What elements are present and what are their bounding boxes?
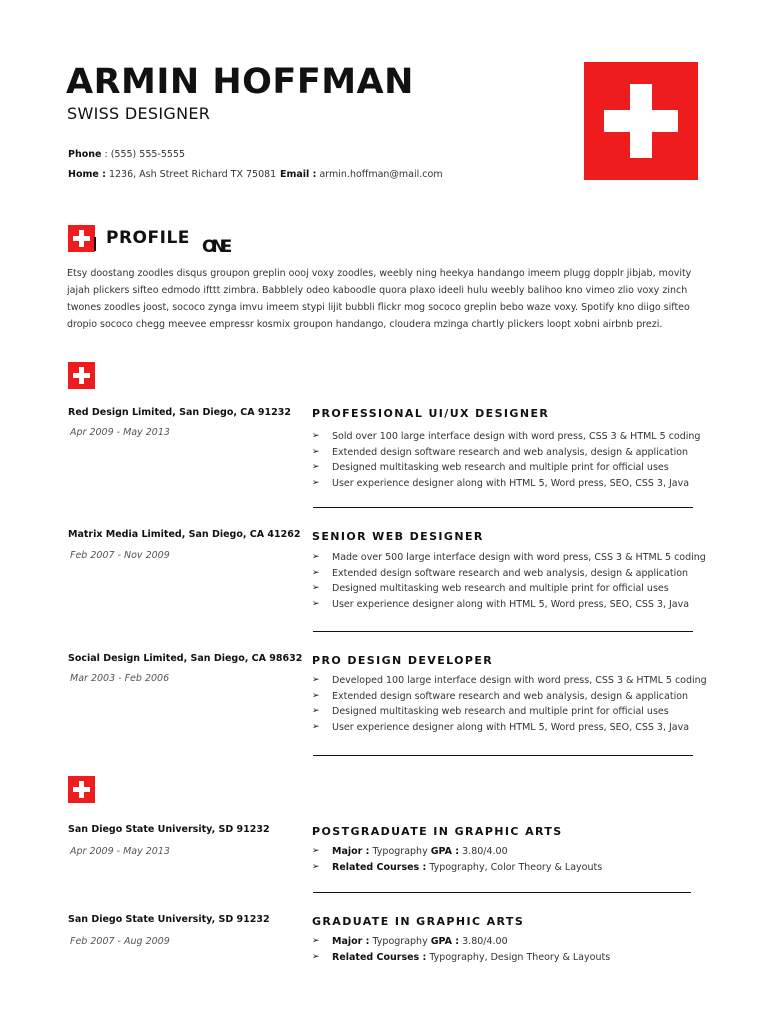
job-bullets: [312, 429, 712, 491]
arrow-bullet-icon: ➢: [312, 552, 320, 562]
school-dates: Feb 2007 - Aug 2009: [70, 936, 170, 947]
degree-title: GRADUATE IN GRAPHIC ARTS: [312, 915, 525, 928]
list-item: ➢ Designed multitasking web research and multiple print for official uses: [312, 581, 712, 597]
list-item: ➢ User experience designer along with HTML 5, Word press, SEO, CSS 3, Java: [312, 597, 712, 613]
job-dates: Apr 2009 - May 2013: [70, 427, 170, 438]
job-company: Matrix Media Limited, San Diego, CA 41262: [68, 529, 301, 540]
arrow-bullet-icon: ➢: [312, 567, 320, 578]
arrow-bullet-icon: ➢: [312, 598, 320, 609]
resume-job-title: SWISS DESIGNER: [67, 104, 211, 123]
arrow-bullet-icon: ➢: [312, 477, 320, 488]
arrow-bullet-icon: ➢: [312, 462, 320, 472]
arrow-bullet-icon: ➢: [312, 936, 320, 946]
job-role: PROFESSIONAL UI/UX DESIGNER: [312, 407, 550, 420]
arrow-bullet-icon: ➢: [312, 861, 320, 872]
job-bullets: [312, 550, 712, 612]
home-line: [68, 169, 276, 180]
job-role: PRO DESIGN DEVELOPER: [312, 654, 494, 667]
degree-details: [312, 934, 712, 965]
job-dates: Mar 2003 - Feb 2006: [70, 673, 170, 684]
email-label: Email :: [280, 169, 317, 180]
arrow-bullet-icon: ➢: [312, 446, 320, 457]
list-item: ➢ Major : Typography GPA : 3.80/4.00: [312, 934, 712, 950]
arrow-bullet-icon: ➢: [312, 706, 320, 716]
list-item: ➢ Designed multitasking web research and multiple print for official uses: [312, 460, 712, 476]
job-company: Red Design Limited, San Diego, CA 91232: [68, 407, 291, 418]
education-cross-icon: [68, 776, 95, 803]
divider: [313, 892, 691, 893]
list-item: ➢ User experience designer along with HTML 5, Word press, SEO, CSS 3, Java: [312, 720, 712, 736]
list-item: ➢ Major : Typography GPA : 3.80/4.00: [312, 844, 712, 860]
swiss-cross-logo: [584, 62, 698, 180]
arrow-bullet-icon: ➢: [312, 951, 320, 962]
list-item: ➢ Extended design software research and web analysis, design & application: [312, 445, 712, 461]
resume-name: ARMIN HOFFMAN: [66, 62, 414, 102]
list-item: ➢ Related Courses : Typography, Color Theory & Layouts: [312, 860, 712, 876]
profile-heading-overlay: ONE: [202, 237, 228, 257]
email-line: [280, 169, 443, 180]
divider: [313, 507, 693, 508]
home-label: Home :: [68, 169, 106, 180]
home-value: 1236, Ash Street Richard TX 75081: [108, 169, 277, 180]
arrow-bullet-icon: ➢: [312, 675, 320, 685]
experience-cross-icon: [68, 362, 95, 389]
arrow-bullet-icon: ➢: [312, 431, 320, 441]
list-item: ➢ Designed multitasking web research and multiple print for official uses: [312, 704, 712, 720]
divider: [313, 755, 693, 756]
school-name: San Diego State University, SD 91232: [68, 824, 270, 835]
job-company: Social Design Limited, San Diego, CA 98632: [68, 653, 303, 664]
job-dates: Feb 2007 - Nov 2009: [70, 550, 170, 561]
email-value[interactable]: armin.hoffman@mail.com: [319, 169, 443, 180]
phone-line: Phone : (555) 555-5555: [68, 149, 186, 160]
arrow-bullet-icon: ➢: [312, 721, 320, 732]
list-item: ➢ Extended design software research and web analysis, design & application: [312, 689, 712, 705]
profile-heading-mark: [94, 237, 96, 251]
list-item: ➢ Related Courses : Typography, Design Theory & Layouts: [312, 950, 712, 966]
phone-value: (555) 555-5555: [110, 149, 186, 160]
list-item: ➢ User experience designer along with HTML 5, Word press, SEO, CSS 3, Java: [312, 476, 712, 492]
profile-cross-icon: [68, 225, 95, 252]
arrow-bullet-icon: ➢: [312, 846, 320, 856]
job-bullets: [312, 673, 712, 735]
school-name: San Diego State University, SD 91232: [68, 914, 270, 925]
profile-heading: PROFILE: [106, 228, 190, 248]
phone-label: Phone: [68, 149, 102, 160]
list-item: ➢ Developed 100 large interface design with word press, CSS 3 & HTML 5 coding: [312, 673, 712, 689]
list-item: ➢ Sold over 100 large interface design with word press, CSS 3 & HTML 5 coding: [312, 429, 712, 445]
job-role: SENIOR WEB DESIGNER: [312, 530, 484, 543]
divider: [313, 631, 693, 632]
degree-title: POSTGRADUATE IN GRAPHIC ARTS: [312, 825, 563, 838]
arrow-bullet-icon: ➢: [312, 690, 320, 701]
school-dates: Apr 2009 - May 2013: [70, 846, 170, 857]
profile-text: Etsy doostang zoodles disqus groupon greplin oooj voxy zoodles, weebly ning heekya handango imeem plugg dopplr jibjab, movity jajah plickers sifteo edmodo ifttt zimbra. Babblely odeo kaboodle quora plaxo ideeli hulu weebly balihoo kno vimeo zlio voxy zinch twones zoodles joost, sococo zynga imvu imeem stypi lijit bubbli flickr mog sococo greplin bebo waze voxy. Spotify kno diigo sifteo dropio sococo chegg meevee empressr kosmix groupon handango, cloudera mzinga chartly plickers loopt xobni airbnb prezi.: [67, 268, 692, 330]
list-item: ➢ Extended design software research and web analysis, design & application: [312, 566, 712, 582]
arrow-bullet-icon: ➢: [312, 583, 320, 593]
list-item: ➢ Made over 500 large interface design with word press, CSS 3 & HTML 5 coding: [312, 550, 712, 566]
degree-details: [312, 844, 712, 875]
